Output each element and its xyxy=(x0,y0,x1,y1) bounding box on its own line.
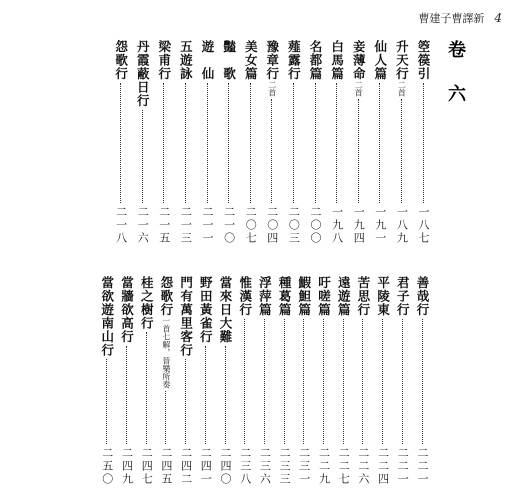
toc-entry[interactable] xyxy=(413,276,431,486)
toc-entry[interactable] xyxy=(155,40,173,245)
toc-entry-page: 二三六 xyxy=(258,447,272,486)
toc-entry-title-text: 丹霞蔽日行 xyxy=(135,40,151,108)
toc-entry-page: 二一三 xyxy=(179,206,193,245)
toc-entry-title-text: 當來日大難 xyxy=(218,276,233,344)
toc-entry[interactable] xyxy=(98,276,116,486)
toc-entry-note: 二首 xyxy=(354,80,364,97)
toc-entry-title xyxy=(315,276,333,317)
dot-leader xyxy=(165,391,166,445)
toc-entry[interactable] xyxy=(275,276,293,486)
toc-entry-page: 二〇四 xyxy=(265,206,279,245)
toc-entry-page: 二一八 xyxy=(114,206,128,245)
toc-entry[interactable] xyxy=(315,276,333,486)
dot-leader xyxy=(284,319,285,445)
toc-entry-page: 二〇〇 xyxy=(309,206,322,245)
dot-leader xyxy=(303,319,304,445)
dot-leader xyxy=(423,83,424,204)
dot-leader xyxy=(382,319,383,445)
dot-leader xyxy=(315,83,316,204)
dot-leader xyxy=(225,346,226,445)
running-header xyxy=(418,10,502,26)
toc-entry-title xyxy=(284,40,302,81)
dot-leader xyxy=(146,332,147,444)
dot-leader xyxy=(402,319,403,445)
toc-entry-title-text: 五遊詠 xyxy=(178,40,194,81)
toc-entry-title-text: 吁嗟篇 xyxy=(316,276,332,317)
toc-entry-title xyxy=(371,40,389,81)
toc-entry[interactable] xyxy=(263,40,281,245)
toc-entry-title-text: 仙人篇 xyxy=(372,40,388,81)
toc-entry-page: 二三一 xyxy=(297,447,311,486)
toc-entry-title xyxy=(334,276,352,317)
toc-entry-page: 二〇七 xyxy=(244,206,258,245)
toc-entry-page: 二一六 xyxy=(136,206,150,245)
toc-entry-title xyxy=(255,276,273,317)
toc-entry-page: 一九四 xyxy=(352,206,366,245)
toc-entry-title xyxy=(414,40,432,81)
toc-entry[interactable] xyxy=(157,276,175,486)
page-number: 4 xyxy=(494,11,502,25)
dot-leader xyxy=(362,319,363,445)
toc-entry-title xyxy=(263,40,281,97)
toc-entry[interactable] xyxy=(118,276,136,486)
toc-entry-title-text: 豔 歌 xyxy=(221,40,237,81)
dot-leader xyxy=(185,359,186,444)
toc-entry[interactable] xyxy=(354,276,372,486)
toc-entry[interactable] xyxy=(374,276,392,486)
dot-leader xyxy=(228,83,229,204)
toc-entry[interactable] xyxy=(196,276,214,486)
toc-entry-title-text: 平陵東 xyxy=(375,276,391,317)
toc-entry-title xyxy=(328,40,346,81)
toc-entry[interactable] xyxy=(176,40,194,245)
toc-entry-page: 一九一 xyxy=(373,206,387,245)
toc-entry-title-text: 豫章行 xyxy=(264,40,280,81)
dot-leader xyxy=(264,319,265,445)
toc-entry-title-text: 當欲遊南山行 xyxy=(99,276,115,357)
dot-leader xyxy=(106,359,107,444)
toc-entry-title xyxy=(306,40,324,81)
dot-leader xyxy=(358,99,359,204)
toc-entry-title xyxy=(118,276,136,344)
toc-entry-title-text: 當牆欲高行 xyxy=(119,276,135,344)
toc-entry[interactable] xyxy=(220,40,238,245)
toc-entry[interactable] xyxy=(284,40,302,245)
toc-entry-title xyxy=(216,276,234,344)
toc-entry[interactable] xyxy=(334,276,352,486)
volume-heading: 卷 六 xyxy=(445,40,466,113)
toc-entry-title-text: 君子行 xyxy=(395,276,411,317)
toc-entry-title xyxy=(98,276,116,357)
dot-leader xyxy=(126,346,127,445)
toc-entry-page: 一九八 xyxy=(330,206,344,245)
dot-leader xyxy=(323,319,324,445)
toc-entry[interactable] xyxy=(414,40,432,245)
toc-entry-page: 二四七 xyxy=(140,447,154,486)
toc-entry-title xyxy=(393,276,411,317)
toc-entry-title-text: 怨歌行 xyxy=(113,40,129,81)
toc-entry-title-text: 遠遊篇 xyxy=(336,276,352,317)
toc-entry-title-text: 薤露行 xyxy=(286,40,302,81)
book-title: 曹建子曹譯新 xyxy=(418,12,485,25)
dot-leader xyxy=(142,110,143,204)
toc-entry-note: 一首七解，晉樂所奏 xyxy=(161,316,171,389)
toc-entry[interactable] xyxy=(255,276,273,486)
toc-entry-page: 二四五 xyxy=(159,447,173,486)
dot-leader xyxy=(244,319,245,445)
toc-entry-title xyxy=(220,40,238,81)
toc-entry[interactable] xyxy=(295,276,313,486)
toc-entry[interactable] xyxy=(198,40,216,245)
toc-entry-page: 二二四 xyxy=(376,447,390,486)
toc-entry-page: 二三三 xyxy=(278,447,292,486)
toc-entry-title xyxy=(196,276,214,344)
toc-entry-page: 二四〇 xyxy=(219,447,232,486)
toc-entry-title-text: 名都篇 xyxy=(308,40,323,81)
toc-entry-title xyxy=(177,276,195,357)
dot-leader xyxy=(207,83,208,204)
toc-entry-title-text: 浮萍篇 xyxy=(257,276,273,317)
toc-entry-title xyxy=(354,276,372,317)
toc-entry-title-text: 桂之樹行 xyxy=(139,276,155,330)
toc-entry-title xyxy=(374,276,392,317)
dot-leader xyxy=(185,83,186,204)
toc-entry[interactable] xyxy=(177,276,195,486)
toc-entry-title-text: 箜篌引 xyxy=(416,40,431,81)
toc-entry-title xyxy=(392,40,410,97)
toc-entry-title xyxy=(155,40,173,81)
toc-entry[interactable] xyxy=(349,40,367,245)
dot-leader xyxy=(250,83,251,204)
toc-entry[interactable] xyxy=(137,276,155,486)
toc-entry[interactable] xyxy=(393,276,411,486)
toc-entry-page: 二一一 xyxy=(201,206,214,245)
toc-entry-title-text: 惟漢行 xyxy=(237,276,253,317)
toc-entry-page: 二二一 xyxy=(416,447,429,486)
toc-entry-title-text: 升天行 xyxy=(394,40,410,81)
dot-leader xyxy=(422,319,423,445)
toc-entry-note: 二首 xyxy=(267,80,277,97)
toc-entry-title xyxy=(236,276,254,317)
toc-entry-page: 二四九 xyxy=(120,447,134,486)
toc-entry-title xyxy=(241,40,259,81)
toc-entry-page: 二二七 xyxy=(337,447,351,486)
toc-entry-page: 一八九 xyxy=(395,206,409,245)
dot-leader xyxy=(163,83,164,204)
dot-leader xyxy=(379,83,380,204)
toc-entry[interactable] xyxy=(371,40,389,245)
toc-entry-title-text: 怨歌行 xyxy=(158,276,174,317)
toc-entry-note: 二首 xyxy=(397,80,407,97)
toc-entry-title-text: 白馬篇 xyxy=(329,40,345,81)
toc-entry-title xyxy=(133,40,151,108)
toc-entry-title xyxy=(157,276,175,389)
toc-entry-title-text: 野田黃雀行 xyxy=(198,276,214,344)
toc-entry-title xyxy=(275,276,293,317)
toc-entry-title-text: 梁甫行 xyxy=(156,40,172,81)
dot-leader xyxy=(343,319,344,445)
toc-entry-title-text: 善哉行 xyxy=(415,276,430,317)
dot-leader xyxy=(205,346,206,445)
dot-leader xyxy=(120,83,121,204)
toc-entry-title-text: 苦思行 xyxy=(355,276,371,317)
toc-entry[interactable] xyxy=(112,40,130,245)
toc-entry-page: 二三八 xyxy=(238,447,252,486)
toc-entry-page: 二二一 xyxy=(396,447,410,486)
toc-entry[interactable] xyxy=(241,40,259,245)
toc-entry-title xyxy=(413,276,431,317)
toc-entry-title xyxy=(137,276,155,330)
toc-entry-page: 二一五 xyxy=(157,206,171,245)
toc-entry-page: 二五〇 xyxy=(100,447,114,486)
toc-entry-page: 二二九 xyxy=(317,447,331,486)
toc-entry[interactable] xyxy=(236,276,254,486)
toc-entry[interactable] xyxy=(133,40,151,245)
dot-leader xyxy=(293,83,294,204)
toc-entry-page: 二二六 xyxy=(356,447,370,486)
toc-entry-title-text: 妾薄命 xyxy=(351,40,367,81)
dot-leader xyxy=(271,99,272,204)
toc-entry[interactable] xyxy=(328,40,346,245)
toc-entry-title xyxy=(176,40,194,81)
toc-entry-page: 二四一 xyxy=(199,447,213,486)
toc-entry-page: 二〇三 xyxy=(287,206,301,245)
dot-leader xyxy=(401,99,402,204)
toc-entry-title-text: 門有萬里客行 xyxy=(178,276,194,357)
toc-entry[interactable] xyxy=(392,40,410,245)
toc-entry-title xyxy=(295,276,313,317)
toc-entry[interactable] xyxy=(216,276,234,486)
toc-entry-title-text: 種葛篇 xyxy=(277,276,293,317)
toc-entry-title xyxy=(112,40,130,81)
toc-entry-page: 二一〇 xyxy=(222,206,236,245)
toc-entry-title-text: 鰕䱇篇 xyxy=(296,276,312,317)
toc-entry-page: 二四二 xyxy=(179,447,193,486)
toc-entry-title xyxy=(198,40,216,81)
toc-entry-title-text: 美女篇 xyxy=(243,40,259,81)
toc-entry-page: 一八七 xyxy=(417,206,430,245)
toc-entry-title-text: 遊 仙 xyxy=(200,40,215,81)
toc-entry-title xyxy=(349,40,367,97)
dot-leader xyxy=(336,83,337,204)
toc-entry[interactable] xyxy=(306,40,324,245)
